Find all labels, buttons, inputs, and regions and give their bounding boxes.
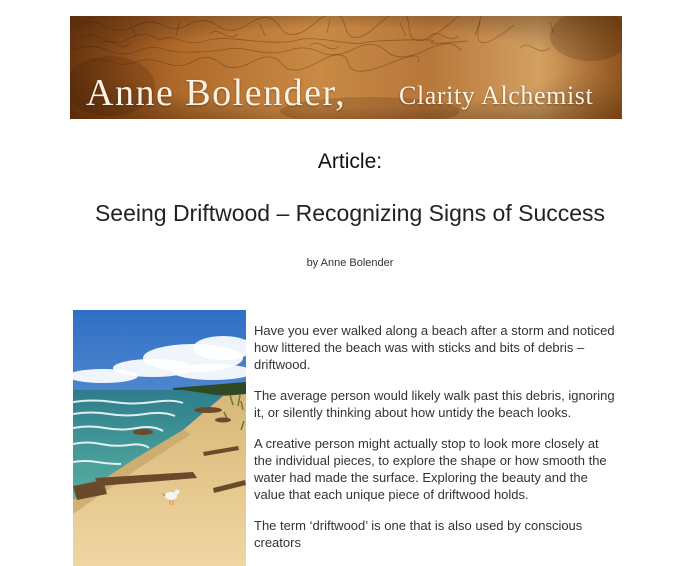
article-paragraph: The term ‘driftwood’ is one that is also used by conscious creators — [254, 518, 583, 550]
site-owner-name: Anne Bolender, — [86, 72, 347, 114]
article-body — [254, 322, 616, 565]
header-banner — [70, 16, 622, 119]
site-tagline: Clarity Alchemist — [399, 81, 594, 110]
beach-driftwood-photo — [73, 310, 246, 566]
article-paragraph: The average person would likely walk past this debris, ignoring it, or silently thinking about how untidy the beach looks. — [254, 388, 615, 420]
article-paragraph: Have you ever walked along a beach after a storm and noticed how littered the beach was with sticks and bits of debris – driftwood. — [254, 323, 615, 372]
section-label: Article: — [317, 150, 383, 173]
article-paragraph: A creative person might actually stop to look more closely at the individual pieces, to explore the shape or how smooth the water had made the surface. Exploring the beauty and the value that each unique piece of driftwood holds. — [254, 436, 607, 502]
article-title: Seeing Driftwood – Recognizing Signs of Success — [94, 200, 606, 226]
article-byline: by Anne Bolender — [306, 257, 394, 269]
